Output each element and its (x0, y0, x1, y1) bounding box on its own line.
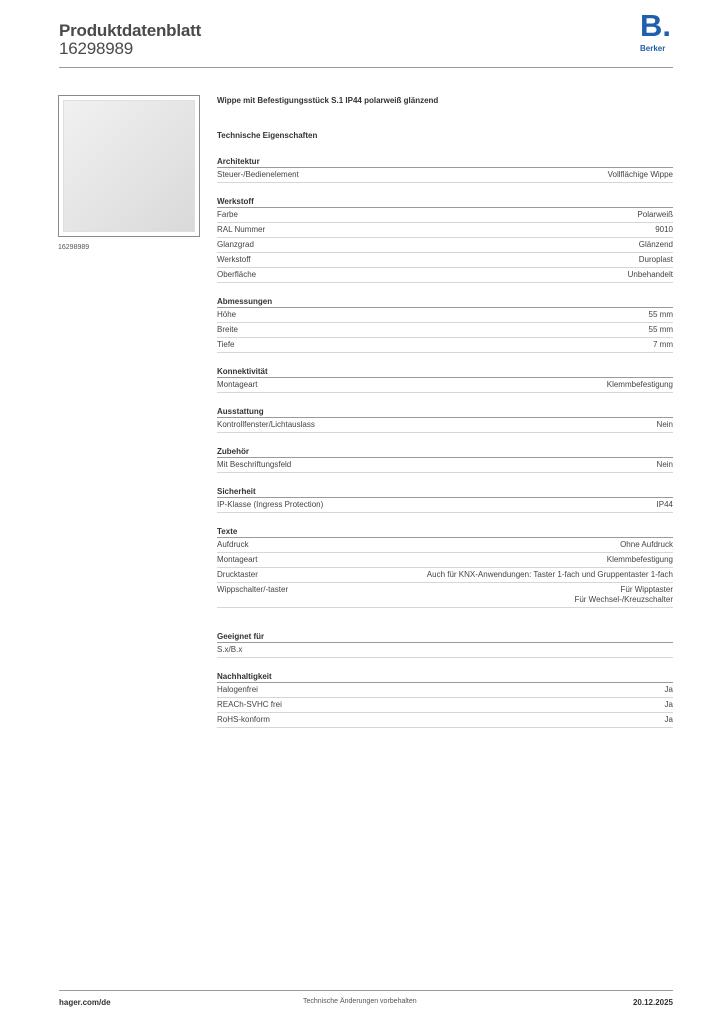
spec-value-line: Nein (656, 420, 673, 429)
spec-value (427, 570, 673, 580)
tech-properties-title: Technische Eigenschaften (217, 131, 318, 140)
spec-row (217, 253, 673, 268)
footer-divider (59, 990, 673, 991)
spec-value (639, 240, 673, 250)
spec-value-line: 9010 (655, 225, 673, 234)
spec-row (217, 643, 673, 658)
spec-value (607, 380, 673, 390)
spec-row (217, 553, 673, 568)
spec-label: Glanzgrad (217, 240, 254, 249)
section-title: Werkstoff (217, 195, 673, 208)
spec-label: Mit Beschriftungsfeld (217, 460, 292, 469)
spec-value-line: Vollflächige Wippe (607, 170, 673, 179)
spec-row (217, 308, 673, 323)
spec-label: Tiefe (217, 340, 235, 349)
spec-row (217, 458, 673, 473)
section-title: Konnektivität (217, 365, 673, 378)
spec-row (217, 698, 673, 713)
spec-row (217, 268, 673, 283)
section-title: Geeignet für (217, 630, 673, 643)
product-image-frame (58, 95, 200, 237)
spec-label: Breite (217, 325, 238, 334)
spec-value-line: 55 mm (648, 310, 673, 319)
spec-value (657, 460, 673, 470)
section-title: Ausstattung (217, 405, 673, 418)
spec-row (217, 538, 673, 553)
spec-section (217, 630, 673, 658)
spec-row (217, 568, 673, 583)
spec-value (637, 210, 673, 220)
spec-value-line: Klemmbefestigung (606, 555, 673, 564)
spec-row (217, 338, 673, 353)
spec-section (217, 445, 673, 473)
spec-value-line: Klemmbefestigung (606, 380, 673, 389)
spec-label: RAL Nummer (217, 225, 266, 234)
section-title: Nachhaltigkeit (217, 670, 673, 683)
spec-value-line: Auch für KNX-Anwendungen: Taster 1-fach und Gruppentaster 1-fach (426, 570, 673, 579)
logo-text: Berker (640, 44, 666, 53)
spec-row (217, 323, 673, 338)
spec-label: Drucktaster (217, 570, 258, 579)
spec-row (217, 683, 673, 698)
spec-section (217, 525, 673, 608)
spec-value (657, 500, 673, 510)
spec-value (665, 685, 673, 695)
spec-label: S.x/B.x (217, 645, 243, 654)
spec-label: Kontrollfenster/Lichtauslass (217, 420, 315, 429)
spec-value-line: IP44 (656, 500, 673, 509)
header-divider (59, 67, 673, 68)
section-title: Texte (217, 525, 673, 538)
spec-label: Oberfläche (217, 270, 257, 279)
footer-website: hager.com/de (59, 998, 111, 1007)
spec-section (217, 295, 673, 353)
spec-label: Montageart (217, 380, 258, 389)
spec-value-line: Ja (664, 685, 673, 694)
spec-value (657, 420, 673, 430)
spec-value-line: Unbehandelt (627, 270, 673, 279)
spec-row (217, 208, 673, 223)
spec-row (217, 223, 673, 238)
spec-value-line: Ja (664, 700, 673, 709)
spec-sections (217, 155, 673, 728)
spec-row (217, 168, 673, 183)
spec-row (217, 583, 673, 608)
spec-value-line: Für Wechsel-/Kreuzschalter (574, 595, 673, 604)
spec-value-line: Glänzend (638, 240, 673, 249)
spec-value-line: 55 mm (648, 325, 673, 334)
spec-row (217, 238, 673, 253)
spec-sheet (217, 96, 673, 728)
spec-value (628, 270, 673, 280)
spec-value (665, 700, 673, 710)
spec-label: REACh-SVHC frei (217, 700, 282, 709)
product-image (63, 100, 195, 232)
logo-letter: B. (640, 8, 671, 43)
spec-value-line: 7 mm (653, 340, 673, 349)
spec-label: Montageart (217, 555, 258, 564)
spec-label: IP-Klasse (Ingress Protection) (217, 500, 324, 509)
section-title: Architektur (217, 155, 673, 168)
spec-value-line: Nein (656, 460, 673, 469)
berker-logo (640, 8, 674, 54)
spec-row (217, 498, 673, 513)
spec-value-line: Für Wipptaster (620, 585, 673, 594)
spec-label: Farbe (217, 210, 238, 219)
spec-value (607, 555, 673, 565)
spec-row (217, 418, 673, 433)
spec-label: Wippschalter/-taster (217, 585, 289, 594)
product-name: Wippe mit Befestigungsstück S.1 IP44 polarweiß glänzend (217, 96, 439, 105)
spec-value (649, 310, 673, 320)
product-image-caption: 16298989 (58, 244, 90, 251)
spec-row (217, 713, 673, 728)
section-title: Zubehör (217, 445, 673, 458)
spec-value (620, 540, 673, 550)
page-title: Produktdatenblatt (59, 21, 202, 40)
spec-label: Steuer-/Bedienelement (217, 170, 299, 179)
spec-label: Aufdruck (217, 540, 249, 549)
spec-value (574, 585, 673, 605)
spec-value-line: Ohne Aufdruck (620, 540, 673, 549)
section-title: Abmessungen (217, 295, 673, 308)
spec-section (217, 670, 673, 728)
spec-section (217, 405, 673, 433)
product-number: 16298989 (59, 39, 134, 58)
spec-value (639, 255, 673, 265)
spec-section (217, 365, 673, 393)
spec-label: Halogenfrei (217, 685, 258, 694)
spec-value-line: Duroplast (638, 255, 673, 264)
spec-value (653, 340, 673, 350)
spec-value-line: Polarweiß (637, 210, 673, 219)
section-title: Sicherheit (217, 485, 673, 498)
spec-section (217, 485, 673, 513)
spec-label: Höhe (217, 310, 237, 319)
spec-value (608, 170, 673, 180)
spec-label: RoHS-konform (217, 715, 270, 724)
spec-value (655, 225, 673, 235)
footer-date: 20.12.2025 (632, 998, 673, 1007)
spec-value (665, 715, 673, 725)
footer-disclaimer: Technische Änderungen vorbehalten (303, 998, 417, 1005)
spec-value (649, 325, 673, 335)
spec-label: Werkstoff (217, 255, 251, 264)
spec-section (217, 195, 673, 283)
spec-row (217, 378, 673, 393)
spec-section (217, 155, 673, 183)
spec-value-line: Ja (664, 715, 673, 724)
